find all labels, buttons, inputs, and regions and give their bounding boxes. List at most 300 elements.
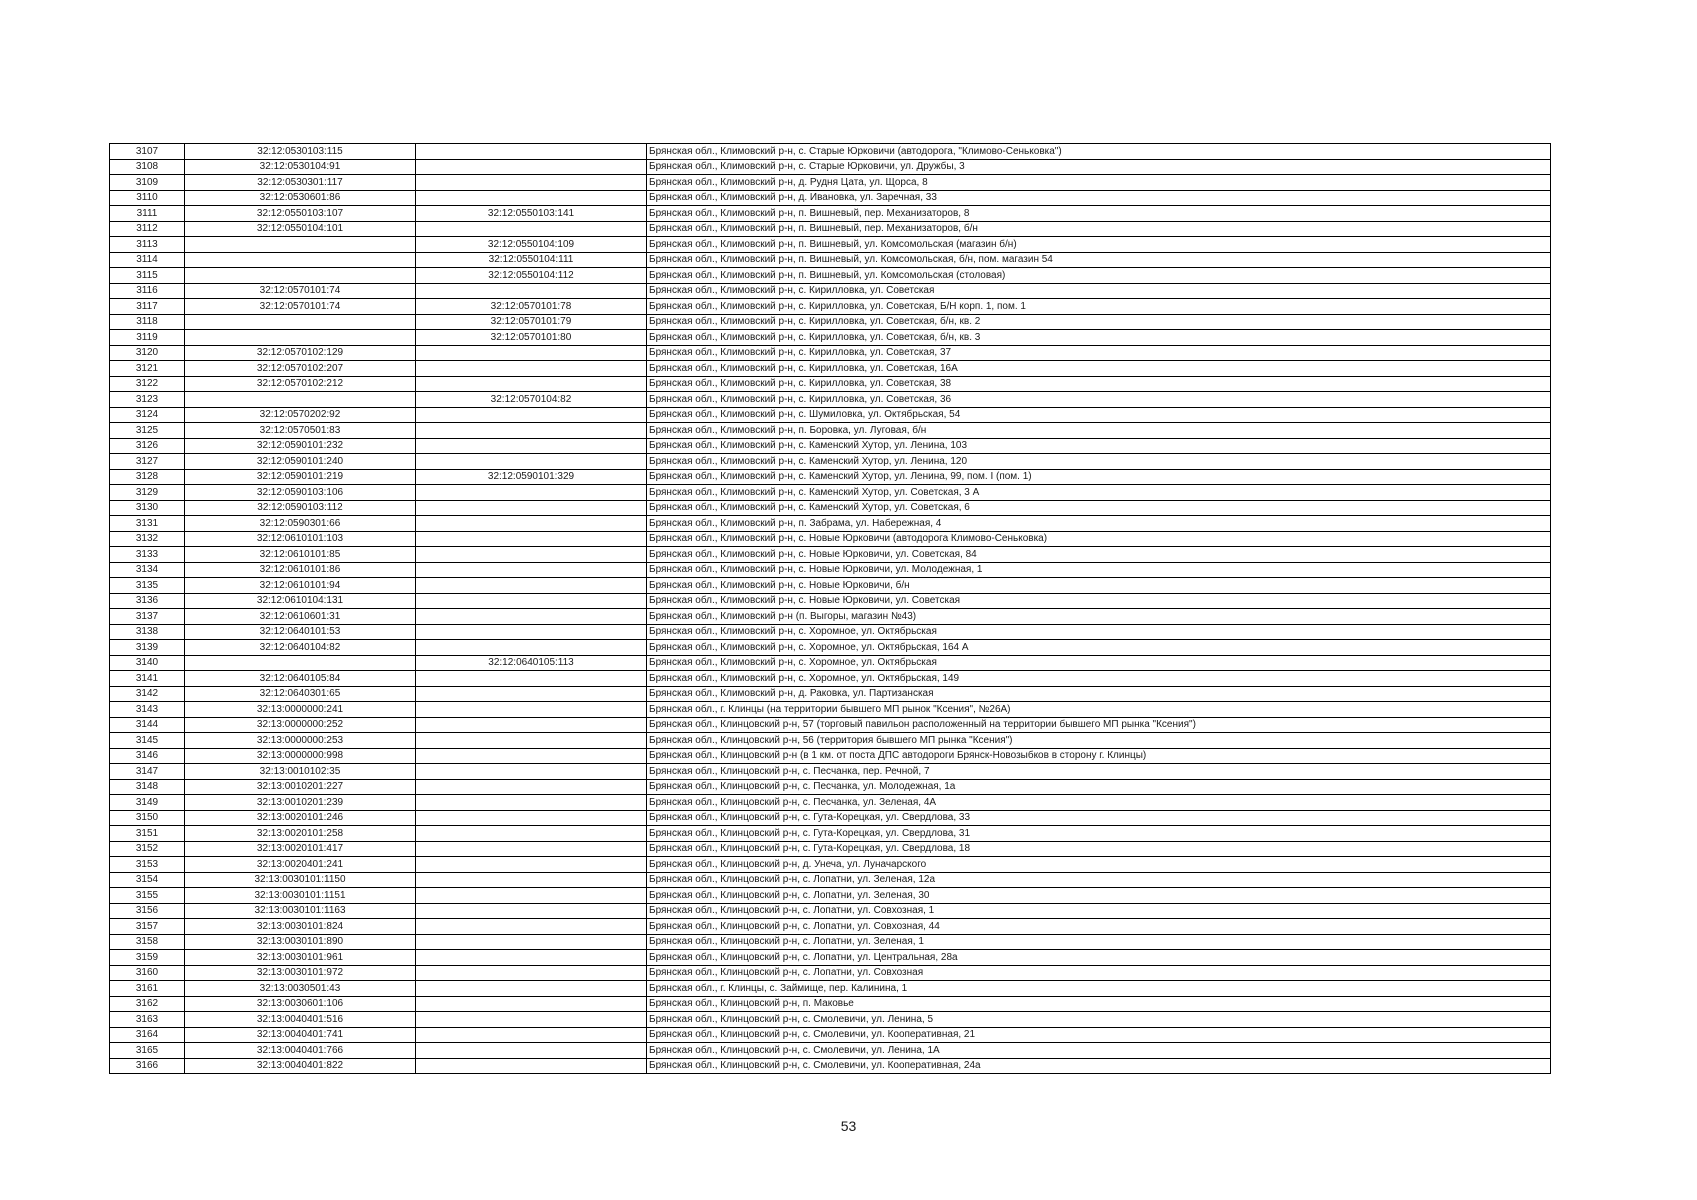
related-cadastral-number-cell xyxy=(416,1027,647,1043)
row-number-cell: 3120 xyxy=(110,345,185,361)
address-cell: Брянская обл., Климовский р-н, с. Хоромное, ул. Октябрьская, 149 xyxy=(647,671,1551,687)
cadastral-number-cell xyxy=(185,268,416,284)
table-row xyxy=(110,500,1551,516)
address-cell: Брянская обл., Клинцовский р-н, с. Гута-Корецкая, ул. Свердлова, 18 xyxy=(647,841,1551,857)
table-row xyxy=(110,841,1551,857)
address-cell: Брянская обл., Климовский р-н, с. Новые Юрковичи, ул. Молодежная, 1 xyxy=(647,562,1551,578)
address-cell: Брянская обл., Клинцовский р-н, с. Смолевичи, ул. Ленина, 5 xyxy=(647,1012,1551,1028)
cadastral-number-cell: 32:12:0590101:240 xyxy=(185,454,416,470)
related-cadastral-number-cell xyxy=(416,190,647,206)
cadastral-number-cell: 32:13:0030101:961 xyxy=(185,950,416,966)
address-cell: Брянская обл., Климовский р-н, с. Каменский Хутор, ул. Ленина, 120 xyxy=(647,454,1551,470)
row-number-cell: 3140 xyxy=(110,655,185,671)
address-cell: Брянская обл., Клинцовский р-н, с. Лопатни, ул. Зеленая, 1 xyxy=(647,934,1551,950)
table-row xyxy=(110,795,1551,811)
cadastral-number-cell: 32:13:0030101:1151 xyxy=(185,888,416,904)
page-number: 53 xyxy=(840,1118,857,1134)
related-cadastral-number-cell xyxy=(416,981,647,997)
cadastral-number-cell: 32:12:0530301:117 xyxy=(185,175,416,191)
cadastral-number-cell: 32:12:0550103:107 xyxy=(185,206,416,222)
address-cell: Брянская обл., Климовский р-н, с. Старые Юрковичи (автодорога, "Климово-Сеньковка") xyxy=(647,144,1551,160)
address-cell: Брянская обл., Климовский р-н, п. Забрама, ул. Набережная, 4 xyxy=(647,516,1551,532)
address-cell: Брянская обл., Климовский р-н, с. Каменский Хутор, ул. Ленина, 103 xyxy=(647,438,1551,454)
row-number-cell: 3162 xyxy=(110,996,185,1012)
table-row xyxy=(110,702,1551,718)
table-row xyxy=(110,826,1551,842)
table-row xyxy=(110,609,1551,625)
address-cell: Брянская обл., Климовский р-н, с. Кирилловка, ул. Советская, 36 xyxy=(647,392,1551,408)
related-cadastral-number-cell xyxy=(416,423,647,439)
table-row xyxy=(110,810,1551,826)
cadastral-number-cell: 32:12:0570202:92 xyxy=(185,407,416,423)
cadastral-number-cell: 32:12:0610101:86 xyxy=(185,562,416,578)
related-cadastral-number-cell: 32:12:0550103:141 xyxy=(416,206,647,222)
row-number-cell: 3118 xyxy=(110,314,185,330)
cadastral-number-cell: 32:13:0040401:766 xyxy=(185,1043,416,1059)
address-cell: Брянская обл., Клинцовский р-н, с. Лопатни, ул. Совхозная xyxy=(647,965,1551,981)
table-row xyxy=(110,950,1551,966)
table-row xyxy=(110,733,1551,749)
cadastral-number-cell xyxy=(185,655,416,671)
row-number-cell: 3116 xyxy=(110,283,185,299)
address-cell: Брянская обл., Климовский р-н, с. Каменский Хутор, ул. Советская, 3 А xyxy=(647,485,1551,501)
cadastral-number-cell: 32:13:0010201:227 xyxy=(185,779,416,795)
related-cadastral-number-cell xyxy=(416,888,647,904)
table-row xyxy=(110,206,1551,222)
cadastral-number-cell: 32:13:0010102:35 xyxy=(185,764,416,780)
related-cadastral-number-cell xyxy=(416,516,647,532)
address-cell: Брянская обл., Климовский р-н, с. Новые Юрковичи, ул. Советская, 84 xyxy=(647,547,1551,563)
related-cadastral-number-cell xyxy=(416,159,647,175)
related-cadastral-number-cell xyxy=(416,624,647,640)
row-number-cell: 3157 xyxy=(110,919,185,935)
cadastral-number-cell: 32:12:0640301:65 xyxy=(185,686,416,702)
related-cadastral-number-cell xyxy=(416,748,647,764)
row-number-cell: 3113 xyxy=(110,237,185,253)
related-cadastral-number-cell xyxy=(416,686,647,702)
cadastral-number-cell: 32:13:0040401:741 xyxy=(185,1027,416,1043)
cadastral-number-cell: 32:13:0020101:246 xyxy=(185,810,416,826)
table-row xyxy=(110,237,1551,253)
table-row xyxy=(110,888,1551,904)
address-cell: Брянская обл., Клинцовский р-н, п. Маковье xyxy=(647,996,1551,1012)
row-number-cell: 3161 xyxy=(110,981,185,997)
table-row xyxy=(110,624,1551,640)
row-number-cell: 3129 xyxy=(110,485,185,501)
row-number-cell: 3164 xyxy=(110,1027,185,1043)
related-cadastral-number-cell xyxy=(416,872,647,888)
cadastral-number-cell xyxy=(185,330,416,346)
table-row xyxy=(110,314,1551,330)
row-number-cell: 3163 xyxy=(110,1012,185,1028)
registry-table xyxy=(109,143,1551,1074)
related-cadastral-number-cell xyxy=(416,485,647,501)
related-cadastral-number-cell xyxy=(416,795,647,811)
table-row xyxy=(110,934,1551,950)
table-row xyxy=(110,1027,1551,1043)
address-cell: Брянская обл., Климовский р-н, с. Шумиловка, ул. Октябрьская, 54 xyxy=(647,407,1551,423)
row-number-cell: 3159 xyxy=(110,950,185,966)
table-row xyxy=(110,423,1551,439)
cadastral-number-cell: 32:12:0570102:207 xyxy=(185,361,416,377)
related-cadastral-number-cell xyxy=(416,361,647,377)
related-cadastral-number-cell xyxy=(416,826,647,842)
address-cell: Брянская обл., Климовский р-н, д. Рудня Цата, ул. Щорса, 8 xyxy=(647,175,1551,191)
address-cell: Брянская обл., Климовский р-н, с. Хоромное, ул. Октябрьская xyxy=(647,655,1551,671)
related-cadastral-number-cell xyxy=(416,1043,647,1059)
related-cadastral-number-cell xyxy=(416,531,647,547)
address-cell: Брянская обл., Клинцовский р-н, 57 (торговый павильон расположенный на территории бывшего МП рынка "Ксения") xyxy=(647,717,1551,733)
related-cadastral-number-cell: 32:12:0590101:329 xyxy=(416,469,647,485)
row-number-cell: 3111 xyxy=(110,206,185,222)
address-cell: Брянская обл., Климовский р-н, с. Каменский Хутор, ул. Советская, 6 xyxy=(647,500,1551,516)
cadastral-number-cell: 32:13:0020101:258 xyxy=(185,826,416,842)
row-number-cell: 3114 xyxy=(110,252,185,268)
cadastral-number-cell: 32:12:0530601:86 xyxy=(185,190,416,206)
cadastral-number-cell: 32:12:0530104:91 xyxy=(185,159,416,175)
cadastral-number-cell: 32:12:0570501:83 xyxy=(185,423,416,439)
table-row xyxy=(110,965,1551,981)
cadastral-number-cell xyxy=(185,392,416,408)
address-cell: Брянская обл., Климовский р-н, п. Вишневый, пер. Механизаторов, 8 xyxy=(647,206,1551,222)
address-cell: Брянская обл., Клинцовский р-н, с. Гута-Корецкая, ул. Свердлова, 31 xyxy=(647,826,1551,842)
related-cadastral-number-cell xyxy=(416,221,647,237)
related-cadastral-number-cell: 32:12:0550104:109 xyxy=(416,237,647,253)
address-cell: Брянская обл., Климовский р-н, п. Вишневый, пер. Механизаторов, б/н xyxy=(647,221,1551,237)
table-row xyxy=(110,903,1551,919)
address-cell: Брянская обл., Климовский р-н, с. Кирилловка, ул. Советская, Б/Н корп. 1, пом. 1 xyxy=(647,299,1551,315)
address-cell: Брянская обл., Климовский р-н, д. Раковка, ул. Партизанская xyxy=(647,686,1551,702)
cadastral-number-cell: 32:12:0610101:94 xyxy=(185,578,416,594)
address-cell: Брянская обл., Климовский р-н, п. Вишневый, ул. Комсомольская (магазин б/н) xyxy=(647,237,1551,253)
address-cell: Брянская обл., Климовский р-н, с. Новые Юрковичи, ул. Советская xyxy=(647,593,1551,609)
table-row xyxy=(110,330,1551,346)
address-cell: Брянская обл., Климовский р-н, д. Ивановка, ул. Заречная, 33 xyxy=(647,190,1551,206)
address-cell: Брянская обл., Климовский р-н, с. Кирилловка, ул. Советская, б/н, кв. 2 xyxy=(647,314,1551,330)
address-cell: Брянская обл., г. Клинцы, с. Займище, пер. Калинина, 1 xyxy=(647,981,1551,997)
cadastral-number-cell: 32:13:0010201:239 xyxy=(185,795,416,811)
address-cell: Брянская обл., Климовский р-н (п. Выгоры, магазин №43) xyxy=(647,609,1551,625)
table-row xyxy=(110,748,1551,764)
row-number-cell: 3141 xyxy=(110,671,185,687)
address-cell: Брянская обл., Клинцовский р-н, с. Лопатни, ул. Центральная, 28а xyxy=(647,950,1551,966)
row-number-cell: 3133 xyxy=(110,547,185,563)
address-cell: Брянская обл., Климовский р-н, с. Новые Юрковичи, б/н xyxy=(647,578,1551,594)
table-row xyxy=(110,454,1551,470)
row-number-cell: 3135 xyxy=(110,578,185,594)
related-cadastral-number-cell xyxy=(416,857,647,873)
table-row xyxy=(110,593,1551,609)
cadastral-number-cell: 32:12:0640105:84 xyxy=(185,671,416,687)
related-cadastral-number-cell xyxy=(416,764,647,780)
cadastral-number-cell: 32:12:0530103:115 xyxy=(185,144,416,160)
row-number-cell: 3115 xyxy=(110,268,185,284)
row-number-cell: 3127 xyxy=(110,454,185,470)
related-cadastral-number-cell xyxy=(416,733,647,749)
cadastral-number-cell: 32:12:0610104:131 xyxy=(185,593,416,609)
related-cadastral-number-cell xyxy=(416,1012,647,1028)
table-row xyxy=(110,562,1551,578)
related-cadastral-number-cell xyxy=(416,996,647,1012)
related-cadastral-number-cell: 32:12:0570101:78 xyxy=(416,299,647,315)
address-cell: Брянская обл., Климовский р-н, п. Вишневый, ул. Комсомольская (столовая) xyxy=(647,268,1551,284)
row-number-cell: 3142 xyxy=(110,686,185,702)
related-cadastral-number-cell xyxy=(416,934,647,950)
row-number-cell: 3124 xyxy=(110,407,185,423)
related-cadastral-number-cell xyxy=(416,609,647,625)
cadastral-number-cell: 32:12:0610601:31 xyxy=(185,609,416,625)
table-row xyxy=(110,159,1551,175)
table-row xyxy=(110,144,1551,160)
row-number-cell: 3148 xyxy=(110,779,185,795)
address-cell: Брянская обл., Клинцовский р-н, 56 (территория бывшего МП рынка "Ксения") xyxy=(647,733,1551,749)
related-cadastral-number-cell xyxy=(416,407,647,423)
table-row xyxy=(110,547,1551,563)
cadastral-number-cell: 32:12:0590301:66 xyxy=(185,516,416,532)
table-row xyxy=(110,872,1551,888)
address-cell: Брянская обл., Клинцовский р-н, с. Лопатни, ул. Зеленая, 12а xyxy=(647,872,1551,888)
address-cell: Брянская обл., Клинцовский р-н, с. Песчанка, пер. Речной, 7 xyxy=(647,764,1551,780)
row-number-cell: 3125 xyxy=(110,423,185,439)
table-row xyxy=(110,996,1551,1012)
row-number-cell: 3154 xyxy=(110,872,185,888)
table-row xyxy=(110,252,1551,268)
cadastral-number-cell: 32:12:0570102:212 xyxy=(185,376,416,392)
related-cadastral-number-cell xyxy=(416,950,647,966)
row-number-cell: 3153 xyxy=(110,857,185,873)
row-number-cell: 3112 xyxy=(110,221,185,237)
table-row xyxy=(110,268,1551,284)
row-number-cell: 3130 xyxy=(110,500,185,516)
related-cadastral-number-cell xyxy=(416,345,647,361)
related-cadastral-number-cell xyxy=(416,1058,647,1074)
row-number-cell: 3143 xyxy=(110,702,185,718)
row-number-cell: 3121 xyxy=(110,361,185,377)
table-row xyxy=(110,175,1551,191)
table-row xyxy=(110,361,1551,377)
row-number-cell: 3131 xyxy=(110,516,185,532)
related-cadastral-number-cell xyxy=(416,593,647,609)
cadastral-number-cell: 32:13:0030101:1150 xyxy=(185,872,416,888)
related-cadastral-number-cell xyxy=(416,810,647,826)
row-number-cell: 3110 xyxy=(110,190,185,206)
related-cadastral-number-cell xyxy=(416,283,647,299)
address-cell: Брянская обл., Клинцовский р-н (в 1 км. от поста ДПС автодороги Брянск-Новозыбков в сторону г. Клинцы) xyxy=(647,748,1551,764)
cadastral-number-cell: 32:13:0030601:106 xyxy=(185,996,416,1012)
cadastral-number-cell xyxy=(185,237,416,253)
table-row xyxy=(110,407,1551,423)
table-row xyxy=(110,1058,1551,1074)
address-cell: Брянская обл., Клинцовский р-н, с. Лопатни, ул. Совхозная, 1 xyxy=(647,903,1551,919)
related-cadastral-number-cell: 32:12:0640105:113 xyxy=(416,655,647,671)
related-cadastral-number-cell xyxy=(416,965,647,981)
cadastral-number-cell: 32:13:0000000:241 xyxy=(185,702,416,718)
cadastral-number-cell: 32:12:0570102:129 xyxy=(185,345,416,361)
address-cell: Брянская обл., Клинцовский р-н, с. Смолевичи, ул. Кооперативная, 21 xyxy=(647,1027,1551,1043)
related-cadastral-number-cell xyxy=(416,903,647,919)
table-row xyxy=(110,640,1551,656)
row-number-cell: 3151 xyxy=(110,826,185,842)
related-cadastral-number-cell: 32:12:0570101:79 xyxy=(416,314,647,330)
cadastral-number-cell: 32:13:0030101:890 xyxy=(185,934,416,950)
table-row xyxy=(110,578,1551,594)
address-cell: Брянская обл., Климовский р-н, п. Вишневый, ул. Комсомольская, б/н, пом. магазин 54 xyxy=(647,252,1551,268)
table-row xyxy=(110,857,1551,873)
related-cadastral-number-cell xyxy=(416,547,647,563)
address-cell: Брянская обл., Климовский р-н, с. Новые Юрковичи (автодорога Климово-Сеньковка) xyxy=(647,531,1551,547)
cadastral-number-cell: 32:12:0610101:103 xyxy=(185,531,416,547)
cadastral-number-cell: 32:13:0000000:252 xyxy=(185,717,416,733)
row-number-cell: 3150 xyxy=(110,810,185,826)
row-number-cell: 3139 xyxy=(110,640,185,656)
related-cadastral-number-cell xyxy=(416,640,647,656)
related-cadastral-number-cell xyxy=(416,144,647,160)
row-number-cell: 3156 xyxy=(110,903,185,919)
address-cell: Брянская обл., Климовский р-н, с. Кирилловка, ул. Советская, 16А xyxy=(647,361,1551,377)
row-number-cell: 3158 xyxy=(110,934,185,950)
row-number-cell: 3132 xyxy=(110,531,185,547)
table-row xyxy=(110,717,1551,733)
table-row xyxy=(110,919,1551,935)
address-cell: Брянская обл., Климовский р-н, п. Боровка, ул. Луговая, б/н xyxy=(647,423,1551,439)
cadastral-number-cell: 32:13:0040401:822 xyxy=(185,1058,416,1074)
cadastral-number-cell: 32:12:0590103:112 xyxy=(185,500,416,516)
row-number-cell: 3146 xyxy=(110,748,185,764)
row-number-cell: 3166 xyxy=(110,1058,185,1074)
cadastral-number-cell: 32:12:0550104:101 xyxy=(185,221,416,237)
address-cell: Брянская обл., Климовский р-н, с. Хоромное, ул. Октябрьская, 164 А xyxy=(647,640,1551,656)
row-number-cell: 3134 xyxy=(110,562,185,578)
table-row xyxy=(110,376,1551,392)
address-cell: Брянская обл., Клинцовский р-н, с. Лопатни, ул. Зеленая, 30 xyxy=(647,888,1551,904)
cadastral-number-cell: 32:13:0030101:972 xyxy=(185,965,416,981)
row-number-cell: 3122 xyxy=(110,376,185,392)
address-cell: Брянская обл., Климовский р-н, с. Кирилловка, ул. Советская, 37 xyxy=(647,345,1551,361)
row-number-cell: 3138 xyxy=(110,624,185,640)
address-cell: Брянская обл., Климовский р-н, с. Кирилловка, ул. Советская, б/н, кв. 3 xyxy=(647,330,1551,346)
table-row xyxy=(110,485,1551,501)
cadastral-number-cell: 32:12:0590101:232 xyxy=(185,438,416,454)
cadastral-number-cell: 32:12:0590101:219 xyxy=(185,469,416,485)
related-cadastral-number-cell xyxy=(416,454,647,470)
row-number-cell: 3136 xyxy=(110,593,185,609)
related-cadastral-number-cell xyxy=(416,671,647,687)
row-number-cell: 3137 xyxy=(110,609,185,625)
row-number-cell: 3128 xyxy=(110,469,185,485)
row-number-cell: 3165 xyxy=(110,1043,185,1059)
cadastral-number-cell: 32:12:0640101:53 xyxy=(185,624,416,640)
related-cadastral-number-cell xyxy=(416,779,647,795)
cadastral-number-cell: 32:13:0000000:998 xyxy=(185,748,416,764)
related-cadastral-number-cell xyxy=(416,919,647,935)
table-row xyxy=(110,438,1551,454)
address-cell: Брянская обл., Клинцовский р-н, с. Смолевичи, ул. Ленина, 1А xyxy=(647,1043,1551,1059)
cadastral-number-cell: 32:13:0030101:1163 xyxy=(185,903,416,919)
address-cell: Брянская обл., Климовский р-н, с. Кирилловка, ул. Советская, 38 xyxy=(647,376,1551,392)
table-row xyxy=(110,190,1551,206)
row-number-cell: 3152 xyxy=(110,841,185,857)
address-cell: Брянская обл., Климовский р-н, с. Старые Юрковичи, ул. Дружбы, 3 xyxy=(647,159,1551,175)
row-number-cell: 3149 xyxy=(110,795,185,811)
related-cadastral-number-cell xyxy=(416,562,647,578)
cadastral-number-cell: 32:12:0640104:82 xyxy=(185,640,416,656)
address-cell: Брянская обл., Клинцовский р-н, с. Гута-Корецкая, ул. Свердлова, 33 xyxy=(647,810,1551,826)
row-number-cell: 3123 xyxy=(110,392,185,408)
related-cadastral-number-cell xyxy=(416,376,647,392)
table-row xyxy=(110,392,1551,408)
cadastral-number-cell: 32:13:0020101:417 xyxy=(185,841,416,857)
related-cadastral-number-cell: 32:12:0550104:112 xyxy=(416,268,647,284)
table-row xyxy=(110,686,1551,702)
cadastral-number-cell: 32:12:0590103:106 xyxy=(185,485,416,501)
row-number-cell: 3109 xyxy=(110,175,185,191)
row-number-cell: 3145 xyxy=(110,733,185,749)
address-cell: Брянская обл., Климовский р-н, с. Каменский Хутор, ул. Ленина, 99, пом. I (пом. 1) xyxy=(647,469,1551,485)
row-number-cell: 3155 xyxy=(110,888,185,904)
row-number-cell: 3147 xyxy=(110,764,185,780)
address-cell: Брянская обл., Климовский р-н, с. Хоромное, ул. Октябрьская xyxy=(647,624,1551,640)
table-row xyxy=(110,655,1551,671)
related-cadastral-number-cell xyxy=(416,500,647,516)
related-cadastral-number-cell: 32:12:0570101:80 xyxy=(416,330,647,346)
address-cell: Брянская обл., Клинцовский р-н, с. Песчанка, ул. Зеленая, 4А xyxy=(647,795,1551,811)
table-row xyxy=(110,299,1551,315)
row-number-cell: 3126 xyxy=(110,438,185,454)
cadastral-number-cell: 32:13:0030501:43 xyxy=(185,981,416,997)
table-row xyxy=(110,283,1551,299)
table-row xyxy=(110,531,1551,547)
table-row xyxy=(110,469,1551,485)
row-number-cell: 3119 xyxy=(110,330,185,346)
related-cadastral-number-cell xyxy=(416,438,647,454)
table-row xyxy=(110,764,1551,780)
related-cadastral-number-cell xyxy=(416,578,647,594)
cadastral-number-cell: 32:12:0610101:85 xyxy=(185,547,416,563)
table-row xyxy=(110,345,1551,361)
table-row xyxy=(110,779,1551,795)
cadastral-number-cell: 32:13:0020401:241 xyxy=(185,857,416,873)
table-row xyxy=(110,981,1551,997)
cadastral-number-cell: 32:13:0040401:516 xyxy=(185,1012,416,1028)
row-number-cell: 3117 xyxy=(110,299,185,315)
address-cell: Брянская обл., Клинцовский р-н, д. Унеча, ул. Луначарского xyxy=(647,857,1551,873)
cadastral-number-cell xyxy=(185,314,416,330)
cadastral-number-cell: 32:13:0030101:824 xyxy=(185,919,416,935)
table-row xyxy=(110,221,1551,237)
row-number-cell: 3107 xyxy=(110,144,185,160)
related-cadastral-number-cell xyxy=(416,841,647,857)
related-cadastral-number-cell xyxy=(416,717,647,733)
related-cadastral-number-cell: 32:12:0550104:111 xyxy=(416,252,647,268)
related-cadastral-number-cell xyxy=(416,175,647,191)
cadastral-number-cell: 32:13:0000000:253 xyxy=(185,733,416,749)
row-number-cell: 3144 xyxy=(110,717,185,733)
table-row xyxy=(110,1012,1551,1028)
cadastral-number-cell xyxy=(185,252,416,268)
registry-table-body xyxy=(110,144,1551,1074)
table-row xyxy=(110,671,1551,687)
cadastral-number-cell: 32:12:0570101:74 xyxy=(185,283,416,299)
address-cell: Брянская обл., г. Клинцы (на территории бывшего МП рынок "Ксения", №26А) xyxy=(647,702,1551,718)
address-cell: Брянская обл., Клинцовский р-н, с. Лопатни, ул. Совхозная, 44 xyxy=(647,919,1551,935)
related-cadastral-number-cell: 32:12:0570104:82 xyxy=(416,392,647,408)
address-cell: Брянская обл., Клинцовский р-н, с. Смолевичи, ул. Кооперативная, 24а xyxy=(647,1058,1551,1074)
row-number-cell: 3160 xyxy=(110,965,185,981)
table-row xyxy=(110,1043,1551,1059)
row-number-cell: 3108 xyxy=(110,159,185,175)
table-row xyxy=(110,516,1551,532)
cadastral-number-cell: 32:12:0570101:74 xyxy=(185,299,416,315)
